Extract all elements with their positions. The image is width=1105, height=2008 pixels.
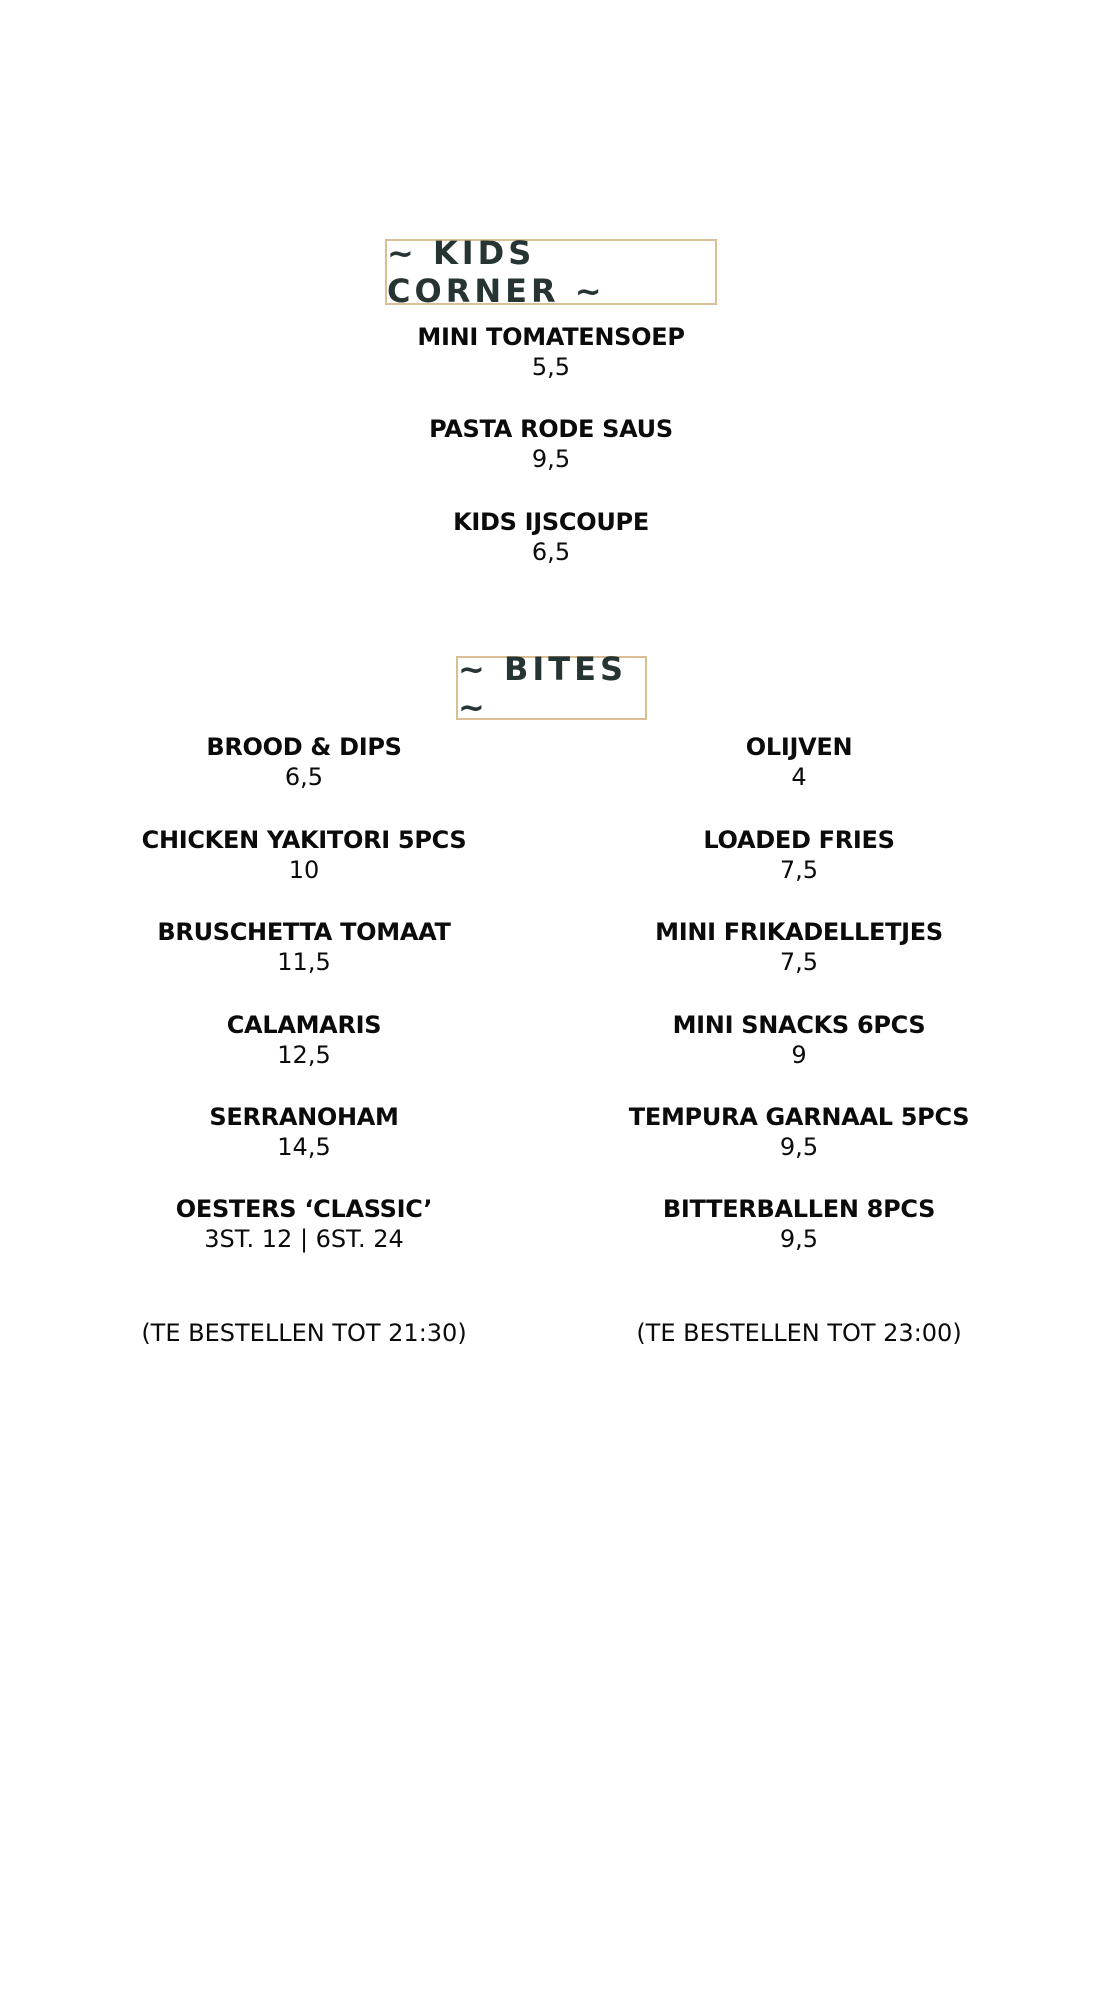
item-price: 9,5: [531, 445, 571, 473]
bites-menu-item: [629, 1102, 969, 1163]
item-name: SERRANOHAM: [209, 1103, 399, 1131]
item-price: 6,5: [531, 538, 571, 566]
item-price: 7,5: [779, 948, 819, 976]
item-name: CALAMARIS: [226, 1011, 382, 1039]
bites-menu-item: [206, 732, 401, 793]
bites-menu-item: [655, 917, 943, 978]
kids-corner-title: ~ KIDS CORNER ~: [387, 234, 606, 310]
bites-menu-item: [227, 1010, 382, 1071]
item-name: BROOD & DIPS: [206, 733, 402, 761]
item-price: 9,5: [779, 1225, 819, 1253]
item-price: 10: [288, 856, 320, 884]
item-price: 9: [791, 1041, 807, 1069]
bites-menu-item: [746, 732, 853, 793]
bites-menu-item: [157, 917, 450, 978]
kids-menu-item: [429, 414, 673, 475]
item-name: OESTERS ‘CLASSIC’: [175, 1195, 433, 1223]
item-price: 5,5: [531, 353, 571, 381]
item-price: 12,5: [277, 1041, 331, 1069]
item-name: TEMPURA GARNAAL 5PCS: [628, 1103, 970, 1131]
item-name: BITTERBALLEN 8PCS: [662, 1195, 936, 1223]
item-name: CHICKEN YAKITORI 5PCS: [141, 826, 467, 854]
bites-menu-item: [176, 1194, 433, 1255]
bites-menu-item: [673, 1010, 926, 1071]
item-price: 11,5: [277, 948, 331, 976]
item-price: 9,5: [779, 1133, 819, 1161]
item-price: 3ST. 12 | 6ST. 24: [204, 1225, 404, 1253]
item-name: MINI SNACKS 6PCS: [672, 1011, 926, 1039]
kids-corner-header: [385, 234, 717, 310]
order-deadline-note-right: (TE BESTELLEN TOT 23:00): [636, 1319, 962, 1347]
item-name: OLIJVEN: [745, 733, 853, 761]
bites-menu-item: [703, 825, 894, 886]
item-price: 7,5: [779, 856, 819, 884]
item-price: 6,5: [284, 763, 324, 791]
item-name: BRUSCHETTA TOMAAT: [157, 918, 451, 946]
item-name: LOADED FRIES: [703, 826, 895, 854]
bites-menu-item: [663, 1194, 935, 1255]
kids-menu-item: [417, 322, 684, 383]
order-deadline-note-left: (TE BESTELLEN TOT 21:30): [141, 1319, 467, 1347]
bites-header: [456, 650, 647, 726]
item-name: MINI TOMATENSOEP: [417, 323, 685, 351]
item-name: PASTA RODE SAUS: [429, 415, 673, 443]
bites-menu-item: [142, 825, 467, 886]
item-name: MINI FRIKADELLETJES: [655, 918, 943, 946]
item-price: 4: [791, 763, 807, 791]
kids-menu-item: [453, 507, 649, 568]
bites-menu-item: [209, 1102, 398, 1163]
item-name: KIDS IJSCOUPE: [453, 508, 649, 536]
bites-title: ~ BITES ~: [458, 650, 627, 726]
item-price: 14,5: [277, 1133, 331, 1161]
